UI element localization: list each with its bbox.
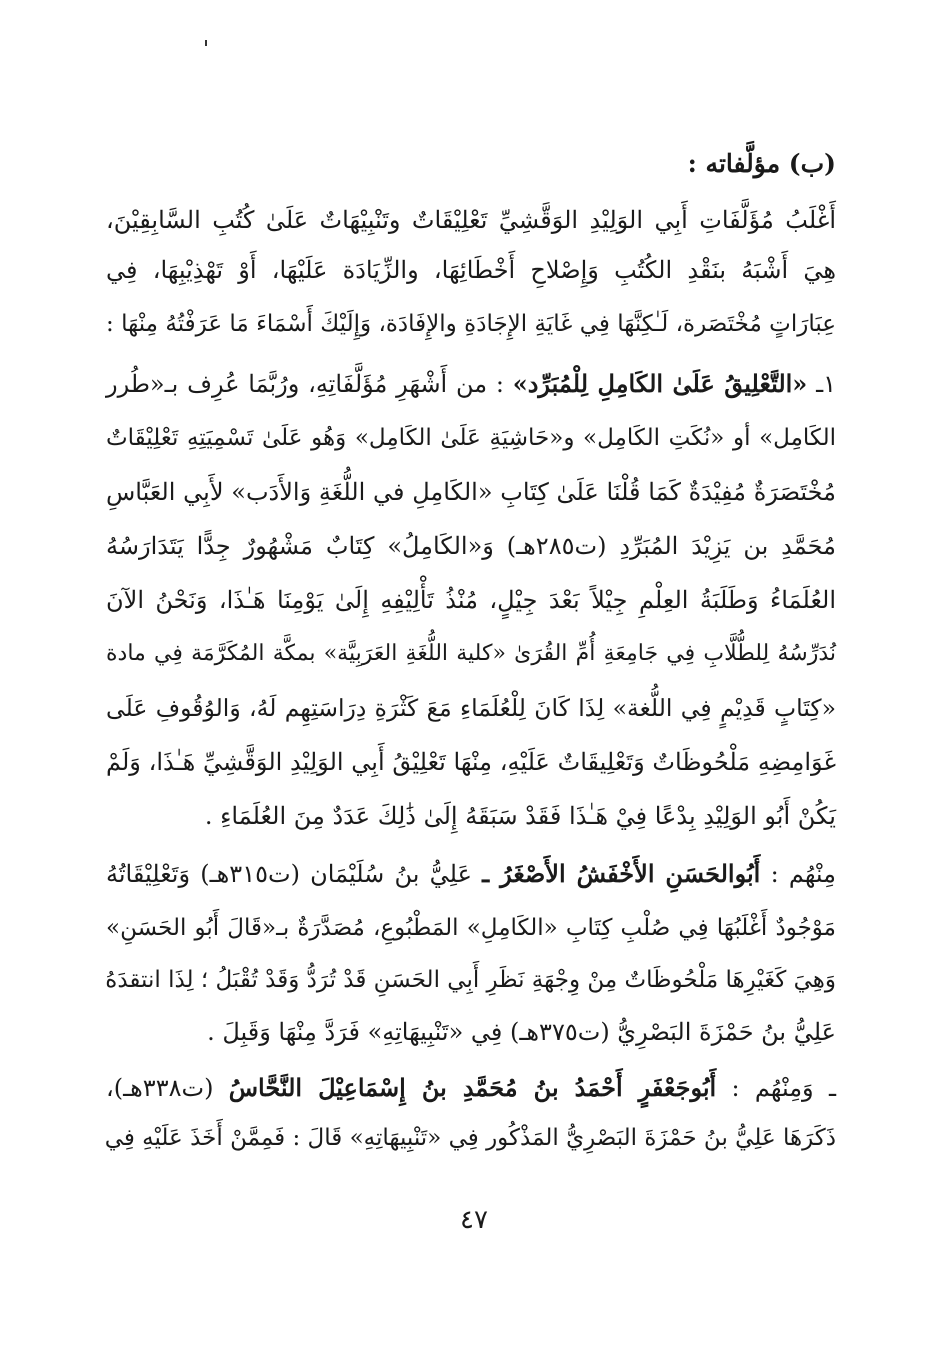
text-line: هِيَ أَشْبَهُ بنَقْدِ الكُتُبِ وَإِصْلاحِ أَخْطَائِهَا، والزِّيَادَة عَلَيْهَا، أَوْ تَهْذِيْبِهَا، فِي — [106, 256, 836, 284]
para-lead: ـ وَمِنْهُم : — [731, 1074, 836, 1102]
text-line: غَوَامِضِهِ مَلْحُوظَاتٌ وَتَعْلِيقَاتٌ عَلَيْهِ، مِنْهَا تَعْلِيْقُ أَبِي الوَلِيْدِ الوَقَّشِيِّ هَـٰذَا، وَلَمْ — [106, 748, 836, 776]
text-line: العُلَمَاءُ وَطَلَبَةُ العِلْمِ جِيْلاً بَعْدَ جِيْلٍ، مُنْذُ تَأْلِيْفِهِ إِلَىٰ يَوْمِنَا هَـٰذَا، وَنَحْنُ الآنَ — [106, 586, 836, 614]
text-line: نُدَرِّسُهُ لِلطُّلَّابِ فِي جَامِعَةِ أُمِّ القُرَىٰ «كلية اللُّغَةِ العَرَبِيَّة» بمكَّة المُكَرَّمَة فِي مادة — [106, 641, 836, 666]
text-line: الكَامِل» أو «نُكَتِ الكَامِل» و«حَاشِيَةِ عَلَىٰ الكَامِل» وَهُو عَلَىٰ تَسْمِيَتِهِ تَعْلِيْقَاتٌ — [106, 425, 836, 451]
item-title: «التَّعْلِيقُ عَلَىٰ الكَامِلِ لِلْمُبَرِّد» — [512, 369, 808, 398]
text-line: أَغْلَبُ مُؤَلَّفَاتِ أَبِي الوَلِيْدِ الوَقَّشِيِّ تَعْلِيْقَاتٌ وتَنْبِيْهَاتٌ عَلَىٰ كُتُبِ السَّابِقِيْنَ، — [106, 206, 836, 234]
text-line: مَوْجُودٌ أَغْلَبُهَا فِي صُلْبِ كِتَابِ «الكَامِلِ» المَطْبُوعِ، مُصَدَّرَةٌ بـ«قَالَ أَبُو الحَسَنِ» — [106, 915, 836, 941]
page-number: ٤٧ — [460, 1205, 488, 1235]
text-line: يَكُنْ أَبُو الوَلِيْدِ بِدْعًا فِيْ هَـٰذَا فَقَدْ سَبَقَهُ إِلَىٰ ذَٰلِكَ عَدَدٌ مِنَ العُلَمَاءِ . — [204, 802, 836, 830]
text-line: عِبَارَاتٍ مُخْتَصَرة، لَـٰكِنَّهَا فِي غَايَةِ الإِجَادَةِ والإِفَادَة، وَإِلَيْكَ أَسْمَاءَ مَا عَرَفْتُهُ مِنْهَا : — [106, 311, 836, 337]
para-lead: مِنْهُم : — [770, 860, 836, 888]
para-3-first-line — [106, 1064, 836, 1112]
item-1-first-line — [106, 360, 836, 408]
item-text: : من أَشْهَرِ مُؤَلَّفَاتِهِ، ورُبَّمَا عُرِف بـ«طُرر — [106, 370, 504, 398]
scholar-name: أَبُوالحَسَنِ الأَخْفَشُ الأَصْغَرُ ـ — [482, 859, 761, 888]
text-line: ذَكَرَهَا عَلِيُّ بنُ حَمْزَةَ البَصْرِيُّ المَذْكُور فِي «تَنْبِيهَاتِهِ» قَالَ : فَمِمَّنْ أَخَذَ عَلَيْهِ فِي — [104, 1125, 836, 1151]
scholar-name: أَبُوجَعْفَرٍ أَحْمَدُ بنُ مُحَمَّدِ بنُ إِسْمَاعِيْلَ النَّحَّاسُ — [228, 1073, 717, 1102]
text-line: وَهِيَ كَغَيْرِهَا مَلْحُوظَاتٌ مِنْ وِجْهَةِ نَظَرِ أَبِي الحَسَنِ قَدْ تُرَدُّ وَقَدْ تُقْبَلُ ؛ لِذَا انتقدَهُ — [105, 967, 836, 993]
text-line: مُخْتَصَرَةٌ مُفِيْدَةٌ كَمَا قُلْنَا عَلَىٰ كِتَابِ «الكَامِلِ في اللُّغَةِ وَالأَدَب» لأَبِي العَبَّاسِ — [106, 478, 836, 506]
para-2-first-line — [106, 850, 836, 898]
scan-mark — [205, 40, 207, 46]
section-heading: (ب) مؤلَّفاته : — [687, 149, 836, 178]
para-text: (ت٣٣٨هـ)، — [106, 1074, 214, 1102]
text-line: مُحَمَّدِ بن يَزِيْدَ المُبَرِّدِ (ت٢٨٥هـ) وَ«الكَامِلُ» كِتَابٌ مَشْهُورٌ جِدًّا يَتَدَارَسُهُ — [106, 532, 836, 560]
para-text: عَلِيُّ بنُ سُلَيْمَان (ت٣١٥هـ) وَتَعْلِيْقَاتُهُ — [106, 860, 472, 888]
text-line: عَلِيُّ بنُ حَمْزَةَ البَصْرِيُّ (ت٣٧٥هـ) فِي «تَنْبِيهَاتِهِ» فَرَدَّ مِنْهَا وَقَبِلَ . — [207, 1018, 836, 1046]
item-number: ١ـ — [816, 370, 836, 398]
text-line: «كِتَابٍ قَدِيْمٍ فِي اللُّغة» لِذَا كَانَ لِلْعُلَمَاءِ مَعَ كَثْرَةِ دِرَاسَتِهِم لَهُ، وَالوُقُوفِ عَلَى — [106, 694, 836, 722]
